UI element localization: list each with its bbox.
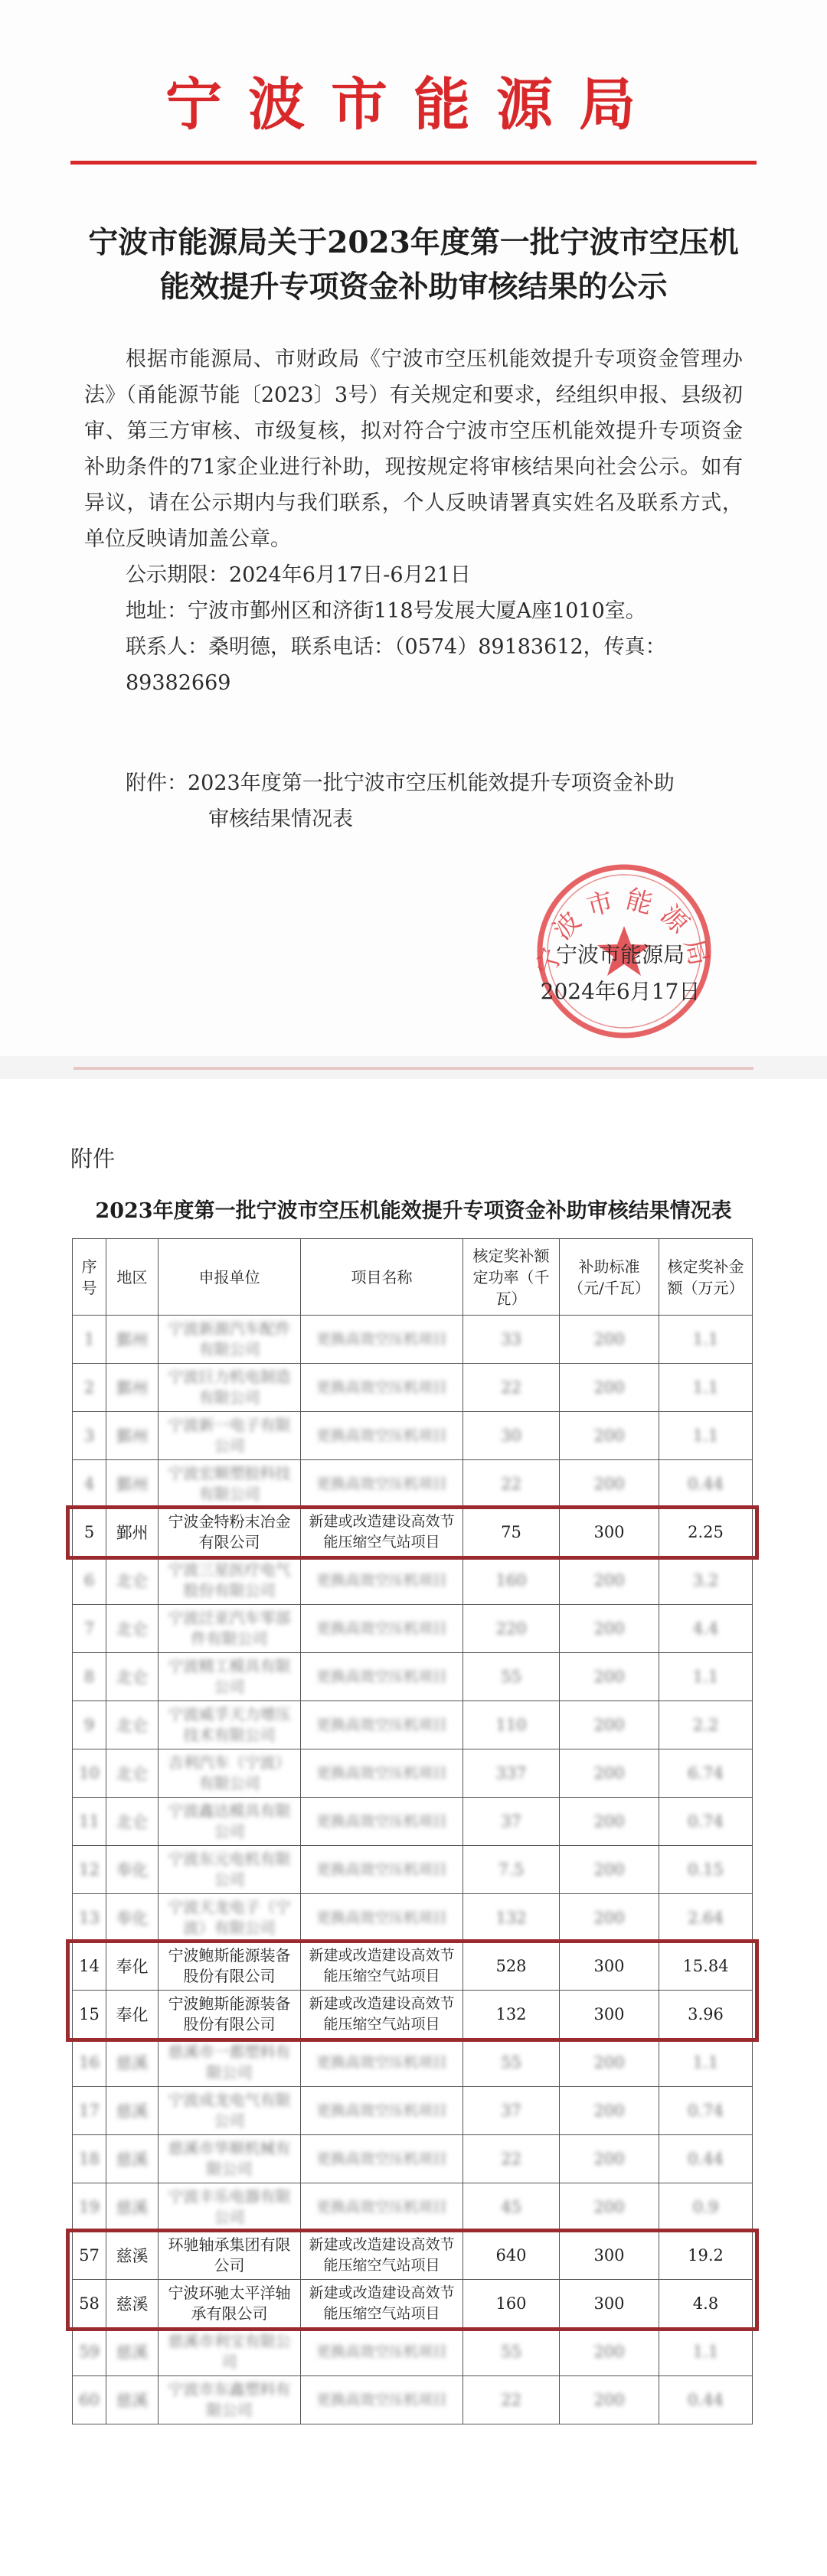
cell-amount: 0.74 (659, 1798, 753, 1846)
cell-seq: 57 (73, 2232, 106, 2280)
cell-region: 北仑 (106, 1557, 159, 1605)
cell-unit: 慈溪市一都塑料有限公司 (159, 2039, 301, 2087)
cell-project: 更换高效空压机项目 (301, 1846, 463, 1894)
header-standard: 补助标准（元/千瓦） (560, 1239, 659, 1316)
cell-project: 更换高效空压机项目 (301, 1749, 463, 1798)
table-row (73, 1460, 753, 1508)
cell-unit: 慈溪市利宝有限公司 (159, 2328, 301, 2376)
cell-seq: 7 (73, 1605, 106, 1653)
cell-amount: 4.8 (659, 2280, 753, 2328)
table-row (73, 1749, 753, 1798)
cell-project: 更换高效空压机项目 (301, 1460, 463, 1508)
cell-project: 新建或改造建设高效节能压缩空气站项目 (301, 2232, 463, 2280)
highlight-box-rows-14-15 (66, 1939, 759, 2042)
cell-unit: 宁波鲍斯能源装备股份有限公司 (159, 1991, 301, 2039)
cell-unit: 慈溪市华顺机械有限公司 (159, 2135, 301, 2183)
cell-unit: 宁波宏顺塑胶科技有限公司 (159, 1460, 301, 1508)
cell-seq: 9 (73, 1701, 106, 1749)
cell-unit: 宁波金特粉末冶金有限公司 (159, 1508, 301, 1557)
cell-amount: 1.1 (659, 1316, 753, 1364)
cell-seq: 8 (73, 1653, 106, 1701)
seal-text: 宁波市能源局 (531, 883, 717, 978)
cell-power: 37 (463, 1798, 560, 1846)
cell-standard: 300 (560, 2280, 659, 2328)
table-row (73, 2376, 753, 2424)
cell-project: 更换高效空压机项目 (301, 1701, 463, 1749)
cell-power: 337 (463, 1749, 560, 1798)
table-row (73, 2039, 753, 2087)
cell-seq: 15 (73, 1991, 106, 2039)
attachment-line-1: 附件：2023年度第一批宁波市空压机能效提升专项资金补助 (126, 771, 675, 795)
signature-block (528, 937, 712, 1010)
cell-region: 北仑 (106, 1749, 159, 1798)
cell-seq: 19 (73, 2183, 106, 2232)
cell-region: 慈溪 (106, 2039, 159, 2087)
cell-amount: 1.1 (659, 1653, 753, 1701)
header-project: 项目名称 (301, 1239, 463, 1316)
cell-seq: 58 (73, 2280, 106, 2328)
cell-seq: 11 (73, 1798, 106, 1846)
table-row (73, 1701, 753, 1749)
cell-standard: 200 (560, 1460, 659, 1508)
notice-address: 地址：宁波市鄞州区和济街118号发展大厦A座1010室。 (126, 599, 646, 623)
cell-standard: 300 (560, 1942, 659, 1991)
cell-region: 奉化 (106, 1894, 159, 1942)
cell-seq: 60 (73, 2376, 106, 2424)
cell-project: 新建或改造建设高效节能压缩空气站项目 (301, 2280, 463, 2328)
cell-amount: 15.84 (659, 1942, 753, 1991)
cell-power: 7.5 (463, 1846, 560, 1894)
header-region: 地区 (106, 1239, 159, 1316)
notice-paragraph: 根据市能源局、市财政局《宁波市空压机能效提升专项资金管理办法》（甬能源节能〔2023〕3号）有关规定和要求，经组织申报、县级初审、第三方审核、市级复核，拟对符合宁波市空压机能效提升专项资金补助条件的71家企业进行补助，现按规定将审核结果向社会公示。如有异议，请在公示期内与我们联系，个人反映请署真实姓名及联系方式，单位反映请加盖公章。 (84, 347, 743, 551)
cell-standard: 200 (560, 2376, 659, 2424)
cell-unit: 宁波三星医疗电气股份有限公司 (159, 1557, 301, 1605)
cell-region: 奉化 (106, 1991, 159, 2039)
cell-project: 更换高效空压机项目 (301, 1557, 463, 1605)
highlight-box-rows-57-58 (66, 2229, 759, 2331)
cell-standard: 200 (560, 1701, 659, 1749)
cell-power: 640 (463, 2232, 560, 2280)
org-header: 宁波市能源局 (165, 72, 662, 138)
table-row (73, 1316, 753, 1364)
cell-unit: 宁波新源汽车配件有限公司 (159, 1316, 301, 1364)
cell-region: 鄞州 (106, 1316, 159, 1364)
cell-unit: 宁波成龙电气有限公司 (159, 2087, 301, 2135)
cell-unit: 宁波市东鑫塑料有限公司 (159, 2376, 301, 2424)
cell-amount: 1.1 (659, 1412, 753, 1460)
cell-power: 55 (463, 1653, 560, 1701)
cell-unit: 环驰轴承集团有限公司 (159, 2232, 301, 2280)
table-row (73, 1894, 753, 1942)
header-power: 核定奖补额定功率（千瓦） (463, 1239, 560, 1316)
cell-project: 更换高效空压机项目 (301, 1653, 463, 1701)
cell-amount: 2.25 (659, 1508, 753, 1557)
cell-region: 北仑 (106, 1701, 159, 1749)
cell-standard: 300 (560, 1991, 659, 2039)
cell-power: 22 (463, 2376, 560, 2424)
header-unit: 申报单位 (159, 1239, 301, 1316)
header-amount: 核定奖补金额（万元） (659, 1239, 753, 1316)
cell-region: 慈溪 (106, 2232, 159, 2280)
cell-power: 22 (463, 1460, 560, 1508)
cell-standard: 300 (560, 1508, 659, 1557)
cell-power: 33 (463, 1316, 560, 1364)
cell-power: 75 (463, 1508, 560, 1557)
table-row (73, 2328, 753, 2376)
cell-amount: 3.2 (659, 1557, 753, 1605)
cell-power: 22 (463, 1364, 560, 1412)
cell-project: 更换高效空压机项目 (301, 1412, 463, 1460)
cell-amount: 6.74 (659, 1749, 753, 1798)
cell-seq: 59 (73, 2328, 106, 2376)
cell-project: 新建或改造建设高效节能压缩空气站项目 (301, 1991, 463, 2039)
cell-standard: 200 (560, 2087, 659, 2135)
cell-region: 慈溪 (106, 2280, 159, 2328)
cell-unit: 吉利汽车（宁波）有限公司 (159, 1749, 301, 1798)
cell-power: 30 (463, 1412, 560, 1460)
cell-unit: 宁波新一电子有限公司 (159, 1412, 301, 1460)
cell-project: 更换高效空压机项目 (301, 2135, 463, 2183)
cell-standard: 200 (560, 2183, 659, 2232)
cell-power: 132 (463, 1991, 560, 2039)
cell-region: 鄞州 (106, 1412, 159, 1460)
cell-region: 奉化 (106, 1942, 159, 1991)
cell-project: 更换高效空压机项目 (301, 2039, 463, 2087)
cell-project: 更换高效空压机项目 (301, 1798, 463, 1846)
cell-amount: 4.4 (659, 1605, 753, 1653)
cell-region: 北仑 (106, 1798, 159, 1846)
cell-seq: 6 (73, 1557, 106, 1605)
cell-standard: 200 (560, 2135, 659, 2183)
cell-unit: 宁波巨力机电制造有限公司 (159, 1364, 301, 1412)
cell-power: 132 (463, 1894, 560, 1942)
cell-seq: 10 (73, 1749, 106, 1798)
attachment-label: 附件 (70, 1146, 116, 1172)
cell-power: 220 (463, 1605, 560, 1653)
cell-unit: 宁波鑫达模具有限公司 (159, 1798, 301, 1846)
header-seq: 序号 (73, 1239, 106, 1316)
cell-standard: 200 (560, 1749, 659, 1798)
table-row (73, 2087, 753, 2135)
cell-project: 新建或改造建设高效节能压缩空气站项目 (301, 1508, 463, 1557)
notice-page (0, 0, 827, 1056)
table-row (73, 1605, 753, 1653)
cell-unit: 宁波鲍斯能源装备股份有限公司 (159, 1942, 301, 1991)
cell-seq: 1 (73, 1316, 106, 1364)
cell-unit: 宁波威孚天力增压技术有限公司 (159, 1701, 301, 1749)
highlight-box-row-5 (66, 1505, 759, 1560)
cell-amount: 1.1 (659, 2039, 753, 2087)
cell-standard: 200 (560, 1316, 659, 1364)
attachment-reference (126, 765, 743, 837)
cell-region: 鄞州 (106, 1508, 159, 1557)
cell-project: 更换高效空压机项目 (301, 1894, 463, 1942)
table-row (73, 1364, 753, 1412)
cell-project: 更换高效空压机项目 (301, 1605, 463, 1653)
cell-power: 160 (463, 2280, 560, 2328)
notice-contact: 联系人：桑明德，联系电话：（0574）89183612，传真：89382669 (126, 635, 666, 695)
cell-seq: 2 (73, 1364, 106, 1412)
cell-region: 慈溪 (106, 2135, 159, 2183)
cell-power: 37 (463, 2087, 560, 2135)
cell-amount: 0.15 (659, 1846, 753, 1894)
cell-standard: 300 (560, 2232, 659, 2280)
cell-amount: 0.9 (659, 2183, 753, 2232)
cell-amount: 0.44 (659, 2135, 753, 2183)
cell-amount: 0.44 (659, 1460, 753, 1508)
cell-project: 更换高效空压机项目 (301, 2183, 463, 2232)
cell-unit: 宁波泛亚汽车零部件有限公司 (159, 1605, 301, 1653)
cell-power: 55 (463, 2328, 560, 2376)
cell-standard: 200 (560, 1412, 659, 1460)
cell-amount: 3.96 (659, 1991, 753, 2039)
cell-region: 鄞州 (106, 1460, 159, 1508)
cell-amount: 1.1 (659, 1364, 753, 1412)
cell-region: 北仑 (106, 1605, 159, 1653)
cell-project: 更换高效空压机项目 (301, 1364, 463, 1412)
cell-seq: 5 (73, 1508, 106, 1557)
notice-title: 宁波市能源局关于2023年度第一批宁波市空压机能效提升专项资金补助审核结果的公示 (88, 225, 739, 305)
cell-standard: 200 (560, 1605, 659, 1653)
cell-seq: 4 (73, 1460, 106, 1508)
cell-region: 奉化 (106, 1846, 159, 1894)
cell-amount: 0.74 (659, 2087, 753, 2135)
cell-unit: 宁波东元电机有限公司 (159, 1846, 301, 1894)
table-row (73, 1557, 753, 1605)
cell-amount: 2.2 (659, 1701, 753, 1749)
cell-standard: 200 (560, 2328, 659, 2376)
table-row (73, 1653, 753, 1701)
cell-project: 更换高效空压机项目 (301, 2328, 463, 2376)
cell-seq: 12 (73, 1846, 106, 1894)
cell-unit: 宁波环驰太平洋轴承有限公司 (159, 2280, 301, 2328)
table-row (73, 1412, 753, 1460)
table-row (73, 1846, 753, 1894)
cell-power: 528 (463, 1942, 560, 1991)
cell-project: 更换高效空压机项目 (301, 2087, 463, 2135)
cell-seq: 14 (73, 1942, 106, 1991)
cell-power: 45 (463, 2183, 560, 2232)
cell-standard: 200 (560, 1846, 659, 1894)
cell-power: 160 (463, 1557, 560, 1605)
cell-seq: 13 (73, 1894, 106, 1942)
cell-standard: 200 (560, 1894, 659, 1942)
cell-power: 55 (463, 2039, 560, 2087)
cell-seq: 16 (73, 2039, 106, 2087)
cell-power: 22 (463, 2135, 560, 2183)
cell-amount: 19.2 (659, 2232, 753, 2280)
cell-region: 慈溪 (106, 2376, 159, 2424)
signature-org: 宁波市能源局 (555, 942, 685, 967)
cell-standard: 200 (560, 1364, 659, 1412)
cell-seq: 3 (73, 1412, 106, 1460)
table-row (73, 2183, 753, 2232)
page-gap (0, 1056, 827, 1079)
attachment-line-2: 审核结果情况表 (208, 807, 353, 831)
cell-unit: 宁波丰乐电器有限公司 (159, 2183, 301, 2232)
cell-unit: 宁波精工模具有限公司 (159, 1653, 301, 1701)
cell-region: 慈溪 (106, 2087, 159, 2135)
table-row (73, 1798, 753, 1846)
cell-standard: 200 (560, 1557, 659, 1605)
signature-date: 2024年6月17日 (540, 979, 701, 1004)
cell-region: 北仑 (106, 1653, 159, 1701)
cell-power: 110 (463, 1701, 560, 1749)
header-rule (70, 161, 757, 165)
table-title: 2023年度第一批宁波市空压机能效提升专项资金补助审核结果情况表 (95, 1199, 732, 1223)
cell-standard: 200 (560, 1798, 659, 1846)
cell-amount: 2.64 (659, 1894, 753, 1942)
cell-region: 慈溪 (106, 2328, 159, 2376)
cell-project: 新建或改造建设高效节能压缩空气站项目 (301, 1942, 463, 1991)
cell-standard: 200 (560, 1653, 659, 1701)
notice-body (84, 341, 743, 701)
notice-period: 公示期限：2024年6月17日-6月21日 (126, 563, 471, 587)
cell-region: 鄞州 (106, 1364, 159, 1412)
cell-amount: 1.1 (659, 2328, 753, 2376)
table-row (73, 2135, 753, 2183)
cell-amount: 0.44 (659, 2376, 753, 2424)
cell-seq: 17 (73, 2087, 106, 2135)
cell-standard: 200 (560, 2039, 659, 2087)
table-header-row (73, 1239, 753, 1316)
cell-project: 更换高效空压机项目 (301, 1316, 463, 1364)
cell-region: 慈溪 (106, 2183, 159, 2232)
cell-unit: 宁波天龙电子（宁波）有限公司 (159, 1894, 301, 1942)
cell-seq: 18 (73, 2135, 106, 2183)
cell-project: 更换高效空压机项目 (301, 2376, 463, 2424)
